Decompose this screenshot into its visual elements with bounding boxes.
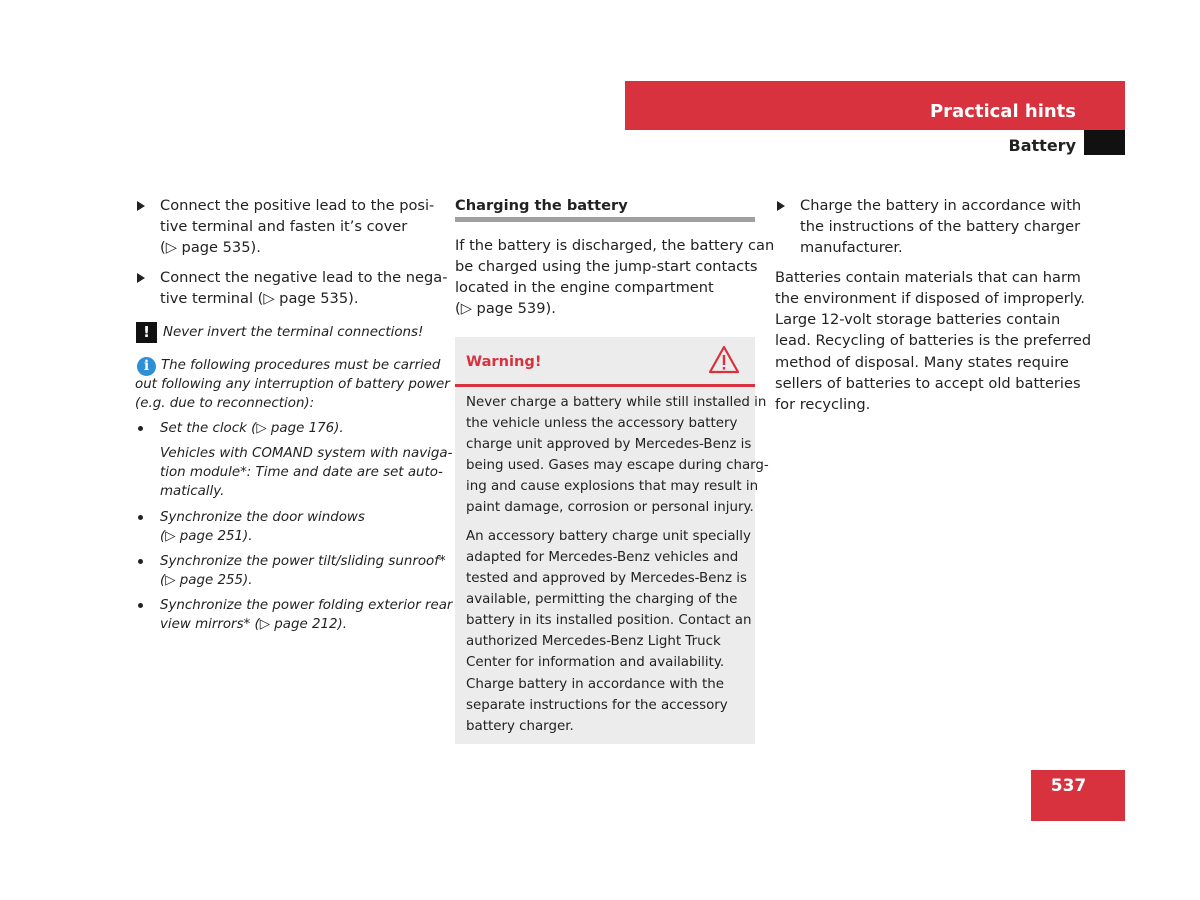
caution-icon: ! [136, 322, 157, 343]
warning-line: adapted for Mercedes-Benz vehicles and [466, 550, 739, 565]
step-arrow-icon [137, 273, 145, 283]
warning-line: available, permitting the charging of the [466, 592, 738, 607]
warning-line: being used. Gases may escape during charg- [466, 458, 769, 473]
paragraph-line: be charged using the jump-start contacts [455, 258, 758, 275]
bullet-note: tion module*: Time and date are set auto- [160, 465, 443, 480]
bullet-note: Vehicles with COMAND system with naviga- [160, 446, 453, 461]
step-line: Connect the positive lead to the posi- [160, 197, 435, 214]
warning-line: battery charger. [466, 719, 574, 734]
step-arrow-icon [777, 201, 785, 211]
subsection-title: Battery [1008, 136, 1076, 155]
bullet-dot [138, 603, 143, 608]
page-number: 537 [1050, 776, 1087, 796]
bullet-text: (▷ page 255). [160, 573, 253, 588]
warning-line: An accessory battery charge unit specially [466, 529, 751, 544]
warning-line: Center for information and availability. [466, 655, 725, 670]
paragraph-line: sellers of batteries to accept old batteries [775, 375, 1081, 392]
bullet-dot [138, 515, 143, 520]
paragraph-line: method of disposal. Many states require [775, 354, 1069, 371]
paragraph-line: If the battery is discharged, the battery can [455, 237, 775, 254]
info-line: (e.g. due to reconnection): [135, 396, 315, 411]
bullet-text: Synchronize the door windows [160, 510, 365, 525]
warning-line: tested and approved by Mercedes-Benz is [466, 571, 747, 586]
heading-rule [455, 217, 755, 222]
step-arrow-icon [137, 201, 145, 211]
header-marker [1084, 130, 1125, 155]
step-line: Charge the battery in accordance with [800, 197, 1082, 214]
step-line: manufacturer. [800, 239, 903, 256]
paragraph-line: the environment if disposed of improperly. [775, 290, 1085, 307]
warning-line: Never charge a battery while still installed in [466, 395, 767, 410]
step-line: (▷ page 535). [160, 239, 261, 256]
step-line: tive terminal (▷ page 535). [160, 290, 359, 307]
paragraph-line: for recycling. [775, 396, 871, 413]
step-line: the instructions of the battery charger [800, 218, 1081, 235]
paragraph-line: (▷ page 539). [455, 300, 556, 317]
warning-line: the vehicle unless the accessory battery [466, 416, 738, 431]
bullet-text: (▷ page 251). [160, 529, 253, 544]
warning-line: separate instructions for the accessory [466, 698, 728, 713]
paragraph-line: located in the engine compartment [455, 279, 714, 296]
bullet-text: view mirrors* (▷ page 212). [160, 617, 348, 632]
paragraph-line: lead. Recycling of batteries is the preferred [775, 332, 1092, 349]
warning-rule [455, 384, 755, 387]
warning-line: ing and cause explosions that may result in [466, 479, 759, 494]
warning-line: paint damage, corrosion or personal injury. [466, 500, 754, 515]
bullet-text: Synchronize the power folding exterior rear [160, 598, 453, 613]
warning-line: charge unit approved by Mercedes-Benz is [466, 437, 752, 452]
caution-text: Never invert the terminal connections! [163, 325, 424, 340]
bullet-dot [138, 426, 143, 431]
bullet-note: matically. [160, 484, 225, 499]
warning-triangle-icon [708, 345, 740, 375]
info-line: out following any interruption of battery power [135, 377, 450, 392]
info-icon: i [137, 357, 156, 376]
warning-line: Charge battery in accordance with the [466, 677, 724, 692]
section-title: Practical hints [929, 101, 1076, 122]
section-heading: Charging the battery [455, 197, 628, 214]
step-line: tive terminal and fasten it’s cover [160, 218, 408, 235]
bullet-text: Synchronize the power tilt/sliding sunroof* [160, 554, 446, 569]
paragraph-line: Large 12-volt storage batteries contain [775, 311, 1061, 328]
bullet-dot [138, 559, 143, 564]
warning-label: Warning! [466, 353, 542, 370]
warning-line: battery in its installed position. Contact an [466, 613, 752, 628]
paragraph-line: Batteries contain materials that can harm [775, 269, 1081, 286]
warning-line: authorized Mercedes-Benz Light Truck [466, 634, 721, 649]
step-line: Connect the negative lead to the nega- [160, 269, 448, 286]
bullet-text: Set the clock (▷ page 176). [160, 421, 344, 436]
info-line: The following procedures must be carried [161, 358, 441, 373]
